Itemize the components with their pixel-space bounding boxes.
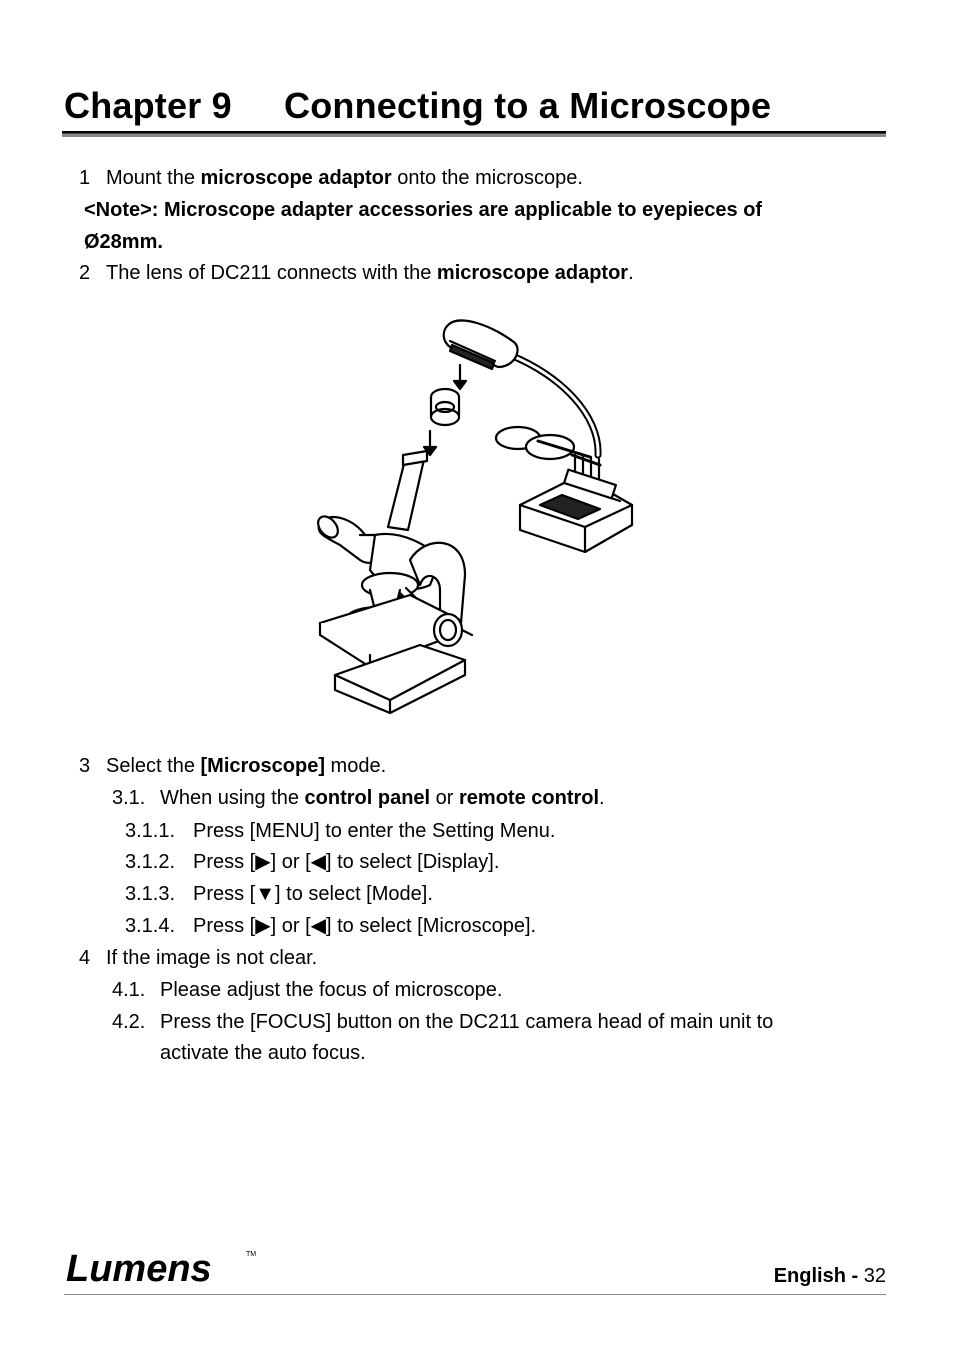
step-emphasis: microscope adaptor (436, 262, 629, 284)
step-3-1-2 (125, 850, 499, 874)
step-text: Please adjust the focus of microscope. (160, 979, 503, 1001)
chapter-title (64, 84, 771, 128)
step-3-1 (112, 786, 605, 810)
step-3-1-4 (125, 914, 536, 938)
step-number: 3 (79, 755, 91, 777)
step-number: 3.1.2. (125, 851, 176, 873)
step-number: 1 (79, 167, 91, 189)
microscope-document-camera-illustration (300, 305, 645, 725)
step-number: 4.2. (112, 1011, 146, 1033)
step-3 (79, 754, 386, 778)
footer-divider (64, 1294, 886, 1295)
step-2 (79, 261, 634, 285)
step-text: Press [▶] or [◀] to select [Display]. (193, 851, 500, 873)
step-text: or (430, 787, 460, 809)
step-text: When using the (160, 787, 305, 809)
step-4-1 (112, 978, 502, 1002)
step-text: Press the [FOCUS] button on the DC211 camera head of main unit to (160, 1011, 774, 1033)
step-1 (79, 166, 583, 190)
step-text: onto the microscope. (391, 167, 583, 189)
footer-separator: - (851, 1265, 859, 1287)
chapter-name: Connecting to a Microscope (284, 85, 772, 126)
lumens-logo (64, 1244, 264, 1288)
step-4 (79, 946, 317, 970)
page-footer (774, 1264, 886, 1288)
step-emphasis: remote control (459, 787, 600, 809)
step-emphasis: microscope adaptor (200, 167, 392, 189)
step-number: 4 (79, 947, 91, 969)
step-text: Press [▶] or [◀] to select [Microscope]. (193, 915, 537, 937)
page-number: 32 (863, 1265, 886, 1287)
step-number: 3.1.1. (125, 820, 176, 842)
step-number: 2 (79, 262, 91, 284)
step-text: . (628, 262, 634, 284)
step-emphasis: control panel (304, 787, 431, 809)
step-3-1-3 (125, 882, 433, 906)
logo-trademark: TM (246, 1251, 257, 1258)
step-emphasis: [Microscope] (200, 755, 325, 777)
step-number: 3.1.3. (125, 883, 176, 905)
step-4-2 (112, 1010, 773, 1034)
step-text: Press [MENU] to enter the Setting Menu. (193, 820, 556, 842)
footer-language: English (773, 1265, 846, 1287)
chapter-number: Chapter 9 (64, 85, 232, 126)
step-text: . (599, 787, 605, 809)
step-number: 3.1. (112, 787, 146, 809)
step-text: If the image is not clear. (106, 947, 318, 969)
step-number: 3.1.4. (125, 915, 176, 937)
step-4-2-continuation: activate the auto focus. (160, 1042, 366, 1064)
step-number: 4.1. (112, 979, 146, 1001)
step-text: mode. (324, 755, 387, 777)
step-text: Press [▼] to select [Mode]. (193, 883, 433, 905)
title-divider (62, 131, 886, 137)
step-text: The lens of DC211 connects with the (106, 262, 437, 284)
logo-wordmark: Lumens (66, 1248, 212, 1288)
note-line-1: <Note>: Microscope adapter accessories are applicable to eyepieces of (84, 199, 763, 221)
step-text: Select the (106, 755, 201, 777)
note-line-2: Ø28mm. (84, 231, 163, 253)
step-text: Mount the (106, 167, 201, 189)
step-3-1-1 (125, 819, 555, 843)
